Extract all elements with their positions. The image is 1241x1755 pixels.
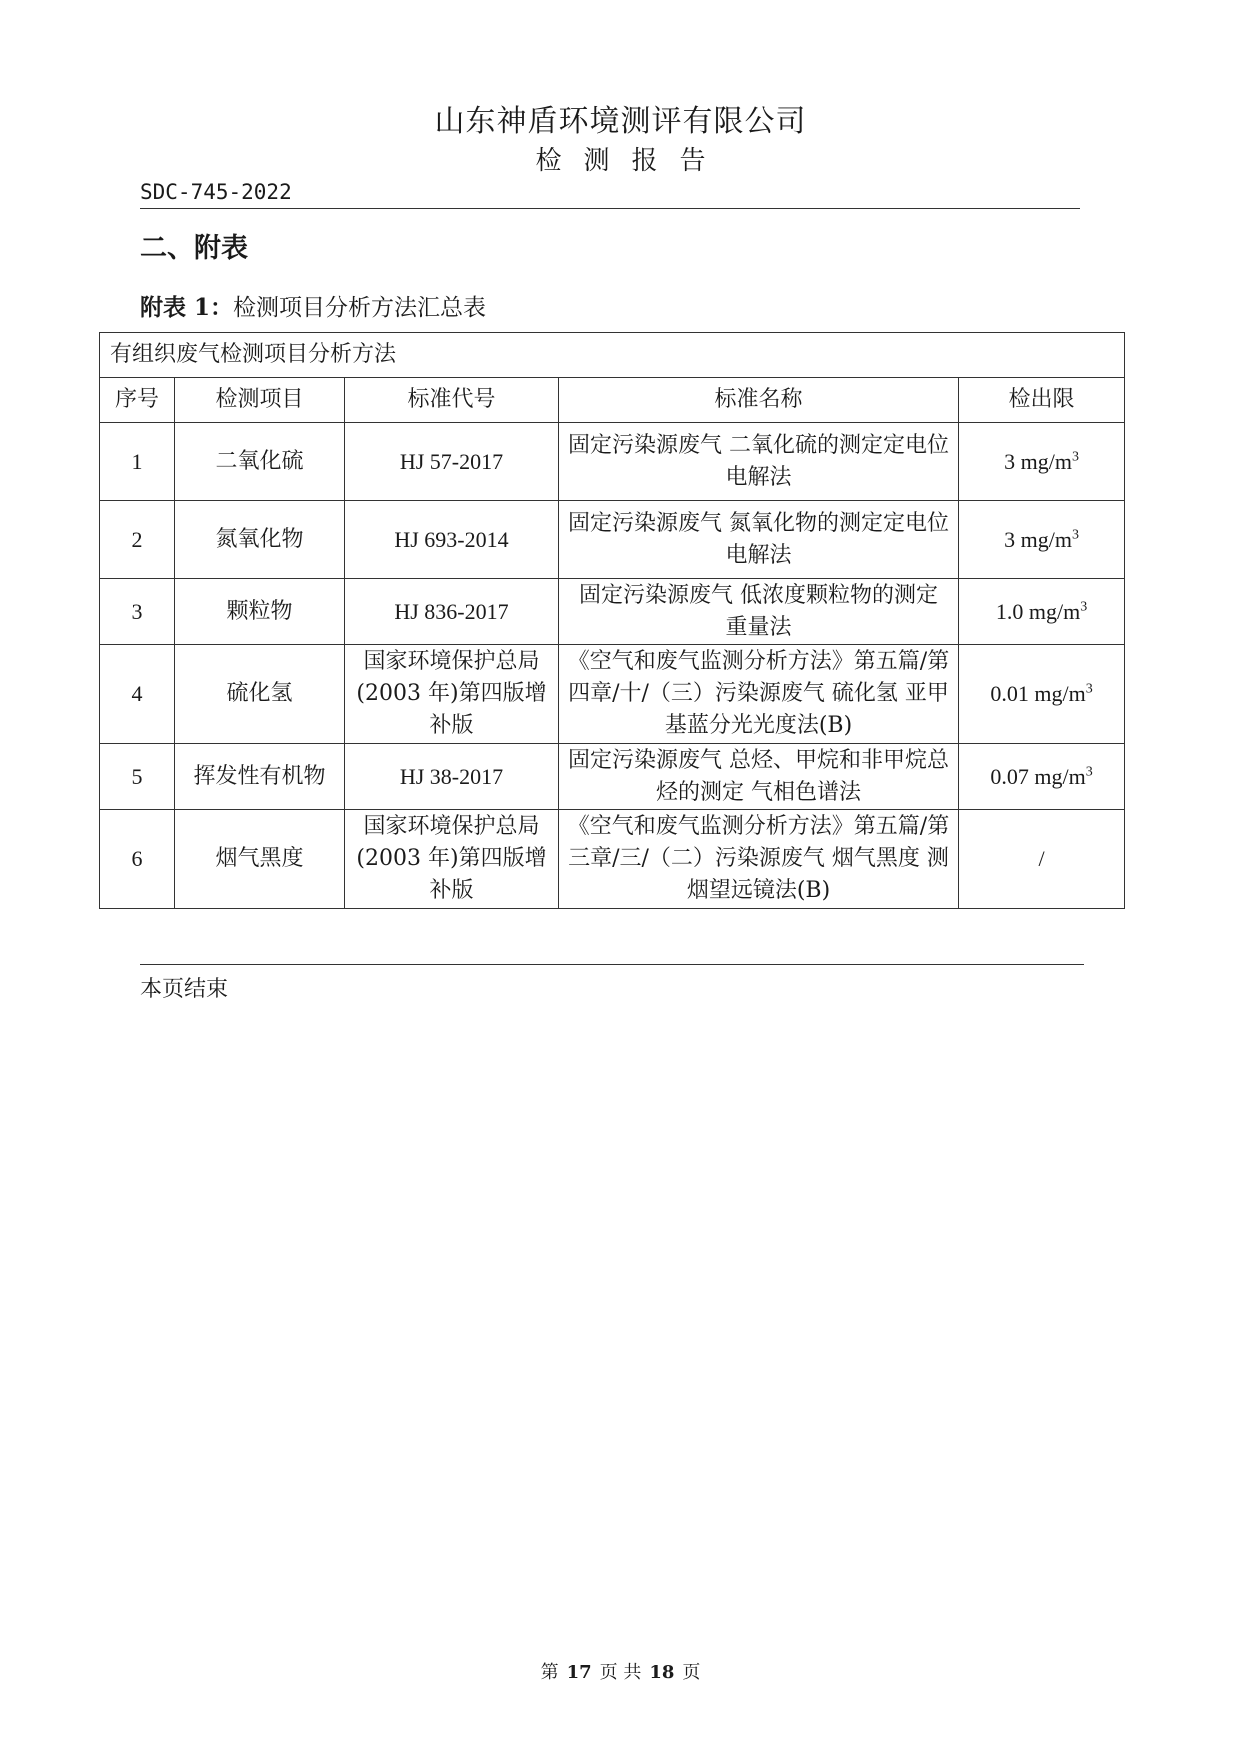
row-code: HJ 693-2014 (345, 501, 559, 579)
limit-superscript: 3 (1085, 764, 1093, 780)
row-name: 固定污染源废气 总烃、甲烷和非甲烷总烃的测定 气相色谱法 (559, 744, 959, 810)
limit-superscript: 3 (1085, 681, 1093, 697)
limit-value: 3 mg/m (1004, 448, 1072, 474)
table-row (100, 744, 1125, 810)
column-header-code: 标准代号 (345, 378, 559, 423)
limit-superscript: 3 (1071, 527, 1079, 543)
table-row (100, 423, 1125, 501)
table-group-title: 有组织废气检测项目分析方法 (100, 333, 1125, 378)
row-code: HJ 836-2017 (345, 579, 559, 645)
row-item: 挥发性有机物 (175, 744, 345, 810)
report-title: 检测报告 (535, 146, 728, 176)
row-item: 二氧化硫 (175, 423, 345, 501)
limit-value: 3 mg/m (1004, 526, 1072, 552)
page-total: 18 (649, 1662, 675, 1683)
column-header-name: 标准名称 (559, 378, 959, 423)
row-limit (959, 501, 1125, 579)
end-divider (140, 964, 1084, 965)
limit-superscript: 3 (1080, 599, 1088, 615)
limit-superscript: 3 (1071, 449, 1079, 465)
table-caption-label: 附表 1： (140, 294, 234, 321)
limit-value: 1.0 mg/m (995, 598, 1081, 624)
limit-value: 0.01 mg/m (990, 681, 1086, 706)
row-name: 《空气和废气监测分析方法》第五篇/第三章/三/（二）污染源废气 烟气黑度 测烟望远镜法(B) (559, 810, 959, 909)
page-current: 17 (566, 1662, 592, 1683)
row-limit (959, 810, 1125, 909)
row-limit (959, 579, 1125, 645)
page-mid: 页 共 (599, 1662, 642, 1683)
row-name: 固定污染源废气 二氧化硫的测定定电位电解法 (559, 423, 959, 501)
analysis-methods-table (99, 332, 1125, 909)
row-name: 《空气和废气监测分析方法》第五篇/第四章/十/（三）污染源废气 硫化氢 亚甲基蓝分光光度法(B) (559, 645, 959, 744)
page-prefix: 第 (540, 1662, 559, 1683)
report-number: SDC-745-2022 (140, 180, 292, 204)
row-limit (959, 744, 1125, 810)
row-code: 国家环境保护总局(2003 年)第四版增补版 (345, 810, 559, 909)
row-no: 2 (100, 501, 175, 579)
section-title: 二、附表 (140, 233, 248, 264)
row-item: 氮氧化物 (175, 501, 345, 579)
column-header-limit: 检出限 (959, 378, 1125, 423)
row-no: 6 (100, 810, 175, 909)
row-no: 5 (100, 744, 175, 810)
company-name: 山东神盾环境测评有限公司 (434, 104, 807, 139)
table-row (100, 810, 1125, 909)
row-item: 硫化氢 (175, 645, 345, 744)
page-footer (0, 1658, 1241, 1684)
limit-value: / (1038, 846, 1045, 871)
row-item: 烟气黑度 (175, 810, 345, 909)
page-suffix: 页 (682, 1662, 701, 1683)
row-code: HJ 38-2017 (345, 744, 559, 810)
row-limit (959, 423, 1125, 501)
row-code: 国家环境保护总局(2003 年)第四版增补版 (345, 645, 559, 744)
row-no: 1 (100, 423, 175, 501)
table-row (100, 501, 1125, 579)
table-row (100, 579, 1125, 645)
row-limit (959, 645, 1125, 744)
table-caption-text: 检测项目分析方法汇总表 (233, 295, 487, 321)
row-name: 固定污染源废气 低浓度颗粒物的测定 重量法 (559, 579, 959, 645)
limit-value: 0.07 mg/m (990, 763, 1086, 789)
header-divider (140, 208, 1080, 209)
page-end-note: 本页结束 (140, 977, 229, 1002)
table-row (100, 645, 1125, 744)
column-header-no: 序号 (100, 378, 175, 423)
row-no: 3 (100, 579, 175, 645)
row-item: 颗粒物 (175, 579, 345, 645)
column-header-item: 检测项目 (175, 378, 345, 423)
row-name: 固定污染源废气 氮氧化物的测定定电位电解法 (559, 501, 959, 579)
row-code: HJ 57-2017 (345, 423, 559, 501)
row-no: 4 (100, 645, 175, 744)
table-caption (140, 289, 486, 322)
